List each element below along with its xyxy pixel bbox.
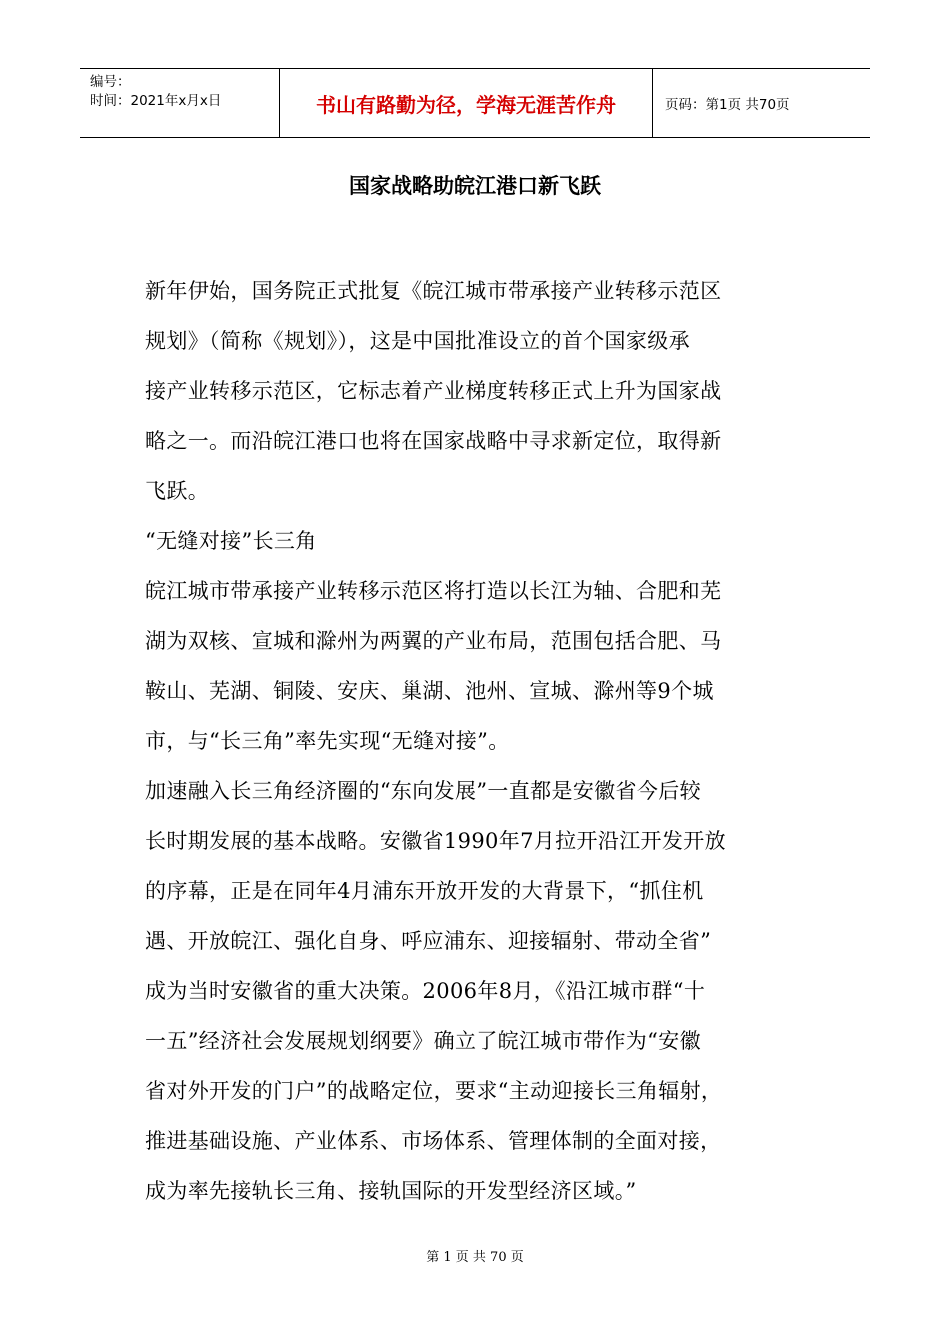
number-label: 编号： xyxy=(90,74,131,90)
text-line: 飞跃。 xyxy=(145,479,210,503)
text-line: 省对外开发的门户”的战略定位，要求“主动迎接长三角辐射， xyxy=(145,1079,723,1103)
text-line: 遇、开放皖江、强化自身、呼应浦东、迎接辐射、带动全省” xyxy=(145,929,712,953)
document-body xyxy=(145,266,817,1216)
time-label: 时间：2021年x月x日 xyxy=(90,93,222,109)
text-line: 的序幕，正是在同年4月浦东开放开发的大背景下，“抓住机 xyxy=(145,879,704,903)
text-line: 一五”经济社会发展规划纲要》确立了皖江城市带作为“安徽 xyxy=(145,1029,701,1053)
text-line: 成为率先接轨长三角、接轨国际的开发型经济区域。” xyxy=(145,1179,637,1203)
header-motto: 书山有路勤为径，学海无涯苦作舟 xyxy=(280,69,653,137)
header-page-info: 页码：第1页 共70页 xyxy=(665,97,790,113)
text-line: 规划》（简称《规划》），这是中国批准设立的首个国家级承 xyxy=(145,329,690,353)
text-line: 新年伊始，国务院正式批复《皖江城市带承接产业转移示范区 xyxy=(145,279,722,303)
document-title: 国家战略助皖江港口新飞跃 xyxy=(349,174,601,198)
text-line: 成为当时安徽省的重大决策。2006年8月，《沿江城市群“十 xyxy=(145,979,706,1003)
text-line: 市，与“长三角”率先实现“无缝对接”。 xyxy=(145,729,510,753)
text-line: 鞍山、芜湖、铜陵、安庆、巢湖、池州、宣城、滁州等9个城 xyxy=(145,679,714,703)
page-footer: 第 1 页 共 70 页 xyxy=(426,1250,524,1265)
text-line: 皖江城市带承接产业转移示范区将打造以长江为轴、合肥和芜 xyxy=(145,579,722,603)
text-line: 加速融入长三角经济圈的“东向发展”一直都是安徽省今后较 xyxy=(145,779,701,803)
header-table xyxy=(80,68,870,138)
text-line: 长时期发展的基本战略。安徽省1990年7月拉开沿江开发开放 xyxy=(145,829,726,853)
text-line: 湖为双核、宣城和滁州为两翼的产业布局，范围包括合肥、马 xyxy=(145,629,722,653)
text-line: 略之一。而沿皖江港口也将在国家战略中寻求新定位，取得新 xyxy=(145,429,722,453)
text-line: 推进基础设施、产业体系、市场体系、管理体制的全面对接， xyxy=(145,1129,722,1153)
text-line: 接产业转移示范区，它标志着产业梯度转移正式上升为国家战 xyxy=(145,379,722,403)
section-heading: “无缝对接”长三角 xyxy=(145,529,317,553)
header-meta xyxy=(80,69,280,137)
